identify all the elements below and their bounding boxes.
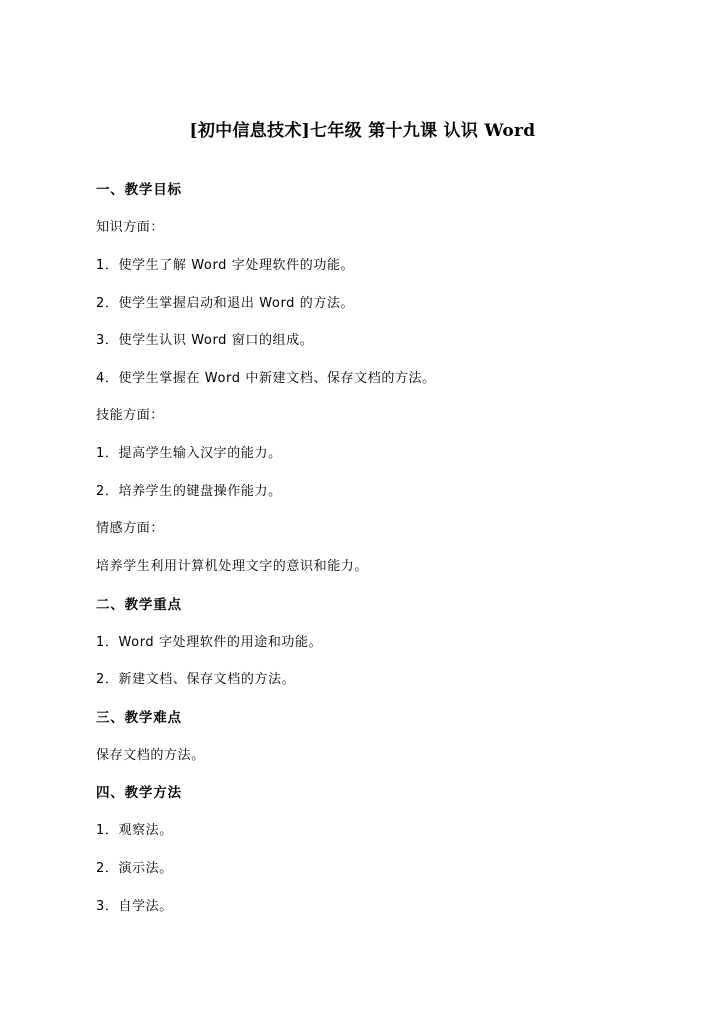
- subheading-knowledge: 知识方面：: [96, 220, 165, 235]
- section-heading-key-points: 二、教学重点: [96, 597, 182, 613]
- list-item: 2．使学生掌握启动和退出 Word 的方法。: [96, 296, 355, 311]
- paragraph: 培养学生利用计算机处理文字的意识和能力。: [96, 559, 369, 574]
- list-item: 1．Word 字处理软件的用途和功能。: [96, 635, 323, 650]
- list-item: 3．使学生认识 Word 窗口的组成。: [96, 333, 314, 348]
- list-item: 2．演示法。: [96, 861, 173, 876]
- paragraph: 保存文档的方法。: [96, 748, 205, 763]
- list-item: 1．使学生了解 Word 字处理软件的功能。: [96, 258, 355, 273]
- list-item: 1．提高学生输入汉字的能力。: [96, 446, 282, 461]
- document-title: [初中信息技术]七年级 第十九课 认识 Word: [189, 121, 536, 141]
- list-item: 1．观察法。: [96, 823, 173, 838]
- list-item: 3．自学法。: [96, 899, 173, 914]
- section-heading-objectives: 一、教学目标: [96, 182, 182, 198]
- section-heading-difficulties: 三、教学难点: [96, 710, 182, 726]
- list-item: 2．新建文档、保存文档的方法。: [96, 672, 296, 687]
- list-item: 4．使学生掌握在 Word 中新建文档、保存文档的方法。: [96, 371, 436, 386]
- subheading-emotion: 情感方面：: [96, 521, 165, 536]
- section-heading-methods: 四、教学方法: [96, 785, 182, 801]
- list-item: 2．培养学生的键盘操作能力。: [96, 484, 282, 499]
- subheading-skills: 技能方面：: [96, 408, 165, 423]
